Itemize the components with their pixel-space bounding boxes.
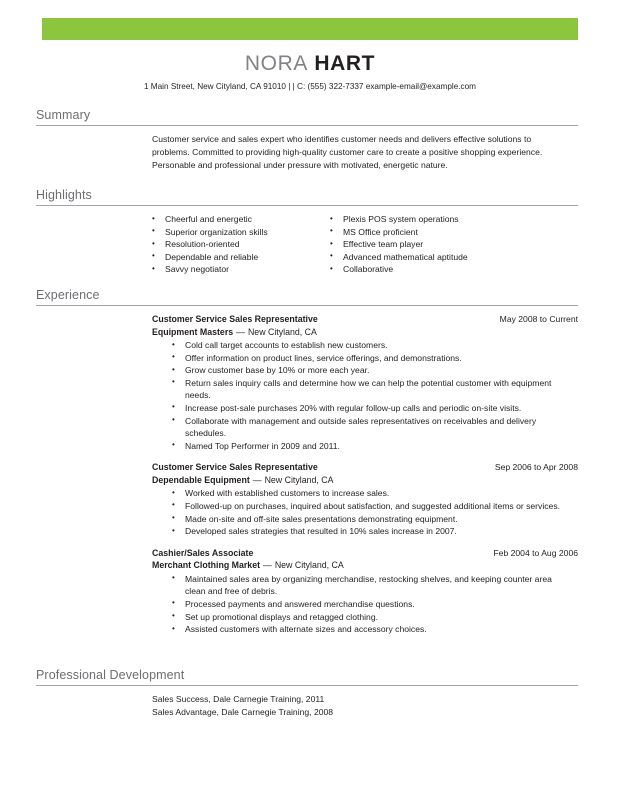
section-experience: [36, 288, 578, 636]
highlights-column-right: [330, 213, 503, 276]
job-company-line: [152, 559, 578, 572]
list-item: • Set up promotional displays and retagged clothing.: [172, 611, 562, 624]
experience-entry: [152, 313, 578, 452]
list-item: • Increase post-sale purchases 20% with regular follow-up calls and periodic on-site visits.: [172, 402, 562, 415]
job-separator-dash: —: [263, 560, 272, 571]
job-separator-dash: —: [236, 326, 245, 337]
list-item: • Made on-site and off-site sales presentations demonstrating equipment.: [172, 513, 562, 526]
list-item: • Cold call target accounts to establish new customers.: [172, 339, 562, 352]
contact-line: 1 Main Street, New Cityland, CA 91010 | | C: (555) 322-7337 example-email@example.com: [143, 82, 477, 91]
summary-text: Customer service and sales expert who identifies customer needs and delivers effective solutions to problems. Committed to providing high-quality customer care to create a positive shopping experience. Personable and professional under pressure with motivated, energetic nature.: [152, 134, 543, 171]
list-item: • Maintained sales area by organizing merchandise, restocking shelves, and keeping counter area clean and free of debris.: [172, 573, 562, 598]
job-dates: Feb 2004 to Aug 2006: [493, 547, 578, 558]
list-item: • Named Top Performer in 2009 and 2011.: [172, 440, 562, 453]
list-item: • Processed payments and answered merchandise questions.: [172, 598, 562, 611]
experience-entry: [152, 461, 578, 537]
candidate-last-name: HART: [314, 52, 376, 75]
job-dates: Sep 2006 to Apr 2008: [494, 462, 578, 473]
list-item: • Return sales inquiry calls and determine how we can help the potential customer with equipment needs.: [172, 377, 562, 402]
job-title: Cashier/Sales Associate: [152, 547, 254, 558]
list-item: • Developed sales strategies that resulted in 10% sales increase in 2007.: [172, 525, 562, 538]
list-item: • Assisted customers with alternate sizes and accessory choices.: [172, 623, 562, 636]
job-company-name: Equipment Masters: [152, 326, 234, 337]
highlights-column-left: [152, 213, 330, 276]
job-header: [152, 461, 578, 474]
list-item: • Advanced mathematical aptitude: [330, 251, 503, 264]
candidate-first-name: NORA: [244, 52, 308, 75]
job-dates: May 2008 to Current: [499, 314, 578, 324]
job-company-name: Merchant Clothing Market: [152, 560, 261, 571]
experience-body: [36, 306, 578, 636]
section-title-summary: Summary: [36, 108, 578, 126]
header-accent-bar: [42, 18, 578, 40]
experience-entry: [152, 547, 578, 636]
list-item: • Savvy negotiator: [152, 263, 330, 276]
list-item: • Followed-up on purchases, inquired about satisfaction, and suggested additional items or services.: [172, 500, 562, 513]
job-header: [152, 547, 578, 560]
section-summary: [36, 108, 578, 173]
list-item: • Grow customer base by 10% or more each year.: [172, 364, 562, 377]
list-item: • Offer information on product lines, service offerings, and demonstrations.: [172, 352, 562, 365]
job-location: New Cityland, CA: [274, 560, 344, 571]
resume-header: [42, 52, 578, 92]
list-item: • Collaborative: [330, 263, 503, 276]
section-title-highlights: Highlights: [36, 188, 578, 206]
list-item: • Plexis POS system operations: [330, 213, 503, 226]
list-item: • Collaborate with management and outside sales representatives on receivables and delivery schedules.: [172, 415, 562, 440]
list-item: • Worked with established customers to increase sales.: [172, 487, 562, 500]
job-separator-dash: —: [252, 474, 262, 485]
list-item: • Cheerful and energetic: [152, 213, 330, 226]
job-company-line: [152, 474, 578, 487]
summary-body: [36, 126, 578, 173]
list-item: • Effective team player: [330, 238, 503, 251]
highlights-body: [36, 206, 578, 276]
job-header: [152, 313, 578, 326]
job-title: Customer Service Sales Representative: [152, 314, 318, 324]
section-title-professional-development: Professional Development: [36, 668, 578, 686]
highlights-columns: [152, 213, 578, 276]
job-bullet-list: [152, 573, 578, 636]
professional-development-entry: Sales Advantage, Dale Carnegie Training, 2008: [152, 706, 334, 717]
job-bullet-list: [152, 339, 578, 452]
job-company-line: [152, 326, 578, 339]
job-location: New Cityland, CA: [264, 474, 334, 485]
candidate-name: [42, 52, 578, 76]
job-location: New Cityland, CA: [247, 326, 317, 337]
section-professional-development: [36, 668, 578, 719]
list-item: • Superior organization skills: [152, 226, 330, 239]
professional-development-body: [36, 686, 578, 719]
list-item: • MS Office proficient: [330, 226, 503, 239]
job-company-name: Dependable Equipment: [152, 474, 250, 485]
professional-development-entry: Sales Success, Dale Carnegie Training, 2011: [152, 694, 325, 704]
list-item: • Dependable and reliable: [152, 251, 330, 264]
job-title: Customer Service Sales Representative: [152, 462, 318, 473]
section-title-experience: Experience: [36, 288, 578, 306]
section-highlights: [36, 188, 578, 276]
list-item: • Resolution-oriented: [152, 238, 330, 251]
job-bullet-list: [152, 487, 578, 537]
